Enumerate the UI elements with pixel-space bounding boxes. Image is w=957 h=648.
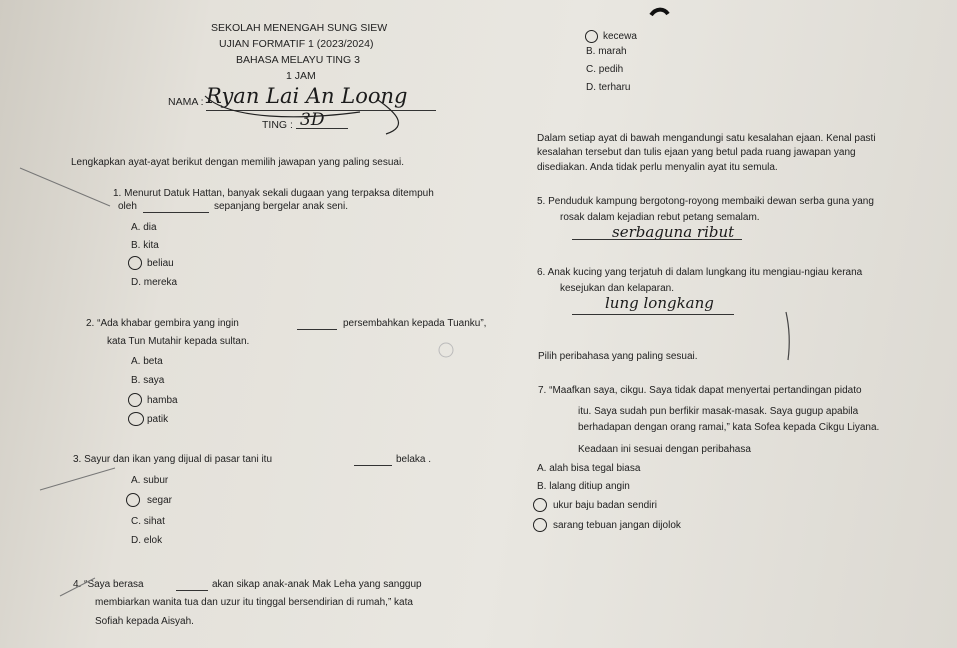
peribahasa-instruction: Pilih peribahasa yang paling sesuai. bbox=[538, 351, 698, 362]
q4-stem-3: Sofiah kepada Aisyah. bbox=[95, 616, 194, 627]
q2-option-c: hamba bbox=[147, 395, 178, 406]
q2-stem-a: 2. “Ada khabar gembira yang ingin bbox=[86, 318, 239, 329]
q7-stem-3: berhadapan dengan orang ramai,” kata Sofea kepada Cikgu Liyana. bbox=[578, 422, 880, 433]
q3-option-d: D. elok bbox=[131, 535, 163, 546]
q3-option-b: segar bbox=[147, 495, 173, 506]
right-instruction-1: Dalam setiap ayat di bawah mengandungi satu kesalahan ejaan. Kenal pasti bbox=[537, 133, 876, 144]
q7-stem-2: itu. Saya sudah pun berfikir masak-masak. Saya gugup apabila bbox=[578, 406, 859, 417]
q7-option-d: sarang tebuan jangan dijolok bbox=[553, 520, 681, 531]
q1-option-b: B. kita bbox=[131, 240, 159, 251]
pen-tip-shape bbox=[651, 10, 668, 15]
q2-stem-b: persembahkan kepada Tuanku”, bbox=[343, 318, 487, 329]
left-instruction: Lengkapkan ayat-ayat berikut dengan memilih jawapan yang paling sesuai. bbox=[71, 157, 404, 168]
pen-stroke bbox=[40, 468, 115, 490]
form-label: TING : bbox=[262, 119, 293, 131]
q7-option-a: A. alah bisa tegal biasa bbox=[537, 463, 641, 474]
q2-option-a: A. beta bbox=[131, 356, 163, 367]
q5-stem: 5. Penduduk kampung bergotong-royong membaiki dewan serba guna yang bbox=[537, 196, 874, 207]
name-underline-stroke bbox=[205, 96, 398, 134]
q7-stem: 7. “Maafkan saya, cikgu. Saya tidak dapat menyertai pertandingan pidato bbox=[538, 385, 862, 396]
q4-stem-b: akan sikap anak-anak Mak Leha yang sanggup bbox=[212, 579, 422, 590]
q6-handwritten-answer: lung longkang bbox=[605, 294, 714, 312]
school-name: SEKOLAH MENENGAH SUNG SIEW bbox=[211, 22, 388, 34]
pen-stroke bbox=[60, 578, 95, 596]
right-instruction-2: kesalahan tersebut dan tulis ejaan yang betul pada ruang jawapan yang bbox=[537, 147, 856, 158]
q7-option-c: ukur baju badan sendiri bbox=[553, 500, 657, 511]
q3-stem-a: 3. Sayur dan ikan yang dijual di pasar tani itu bbox=[73, 454, 273, 465]
q1-option-c: beliau bbox=[147, 258, 174, 269]
q1-option-d: D. mereka bbox=[131, 277, 178, 288]
q1-stem-2b: sepanjang bergelar anak seni. bbox=[214, 201, 348, 212]
q4-option-d: D. terharu bbox=[586, 82, 631, 93]
q2-option-d: patik bbox=[147, 414, 169, 425]
form-handwritten: 3D bbox=[300, 110, 325, 130]
paper-mark bbox=[439, 343, 453, 357]
q3-option-a: A. subur bbox=[131, 475, 169, 486]
exam-duration: 1 JAM bbox=[286, 70, 316, 82]
q1-stem: 1. Menurut Datuk Hattan, banyak sekali dugaan yang terpaksa ditempuh bbox=[113, 188, 434, 199]
q5-handwritten-answer: serbaguna ribut bbox=[612, 223, 735, 241]
name-label: NAMA : bbox=[168, 96, 204, 108]
q7-stem-4: Keadaan ini sesuai dengan peribahasa bbox=[578, 444, 751, 455]
q6-stem-2: kesejukan dan kelaparan. bbox=[560, 283, 674, 294]
q4-option-a: kecewa bbox=[603, 31, 637, 42]
q3-stem-b: belaka . bbox=[396, 454, 432, 465]
exam-title: UJIAN FORMATIF 1 (2023/2024) bbox=[219, 38, 374, 50]
pen-stroke bbox=[786, 312, 789, 360]
q1-stem-2a: oleh bbox=[118, 201, 137, 212]
q4-stem-a: 4. “Saya berasa bbox=[73, 579, 144, 590]
name-handwritten: Ryan Lai An Loong bbox=[206, 84, 408, 108]
q2-option-b: B. saya bbox=[131, 375, 165, 386]
q6-stem: 6. Anak kucing yang terjatuh di dalam lungkang itu mengiau-ngiau kerana bbox=[537, 267, 863, 278]
q4-option-c: C. pedih bbox=[586, 64, 624, 75]
q5-stem-2: rosak dalam kejadian rebut petang semalam. bbox=[560, 212, 760, 223]
q2-stem-2: kata Tun Mutahir kepada sultan. bbox=[107, 336, 250, 347]
right-instruction-3: disediakan. Anda tidak perlu menyalin ayat itu semula. bbox=[537, 162, 778, 173]
pen-stroke bbox=[20, 168, 110, 206]
q1-option-a: A. dia bbox=[131, 222, 157, 233]
subject-title: BAHASA MELAYU TING 3 bbox=[236, 54, 360, 66]
q3-option-c: C. sihat bbox=[131, 516, 165, 527]
q7-option-b: B. lalang ditiup angin bbox=[537, 481, 630, 492]
q4-option-b: B. marah bbox=[586, 46, 627, 57]
q4-stem-2: membiarkan wanita tua dan uzur itu tinggal bersendirian di rumah,” kata bbox=[95, 597, 413, 608]
